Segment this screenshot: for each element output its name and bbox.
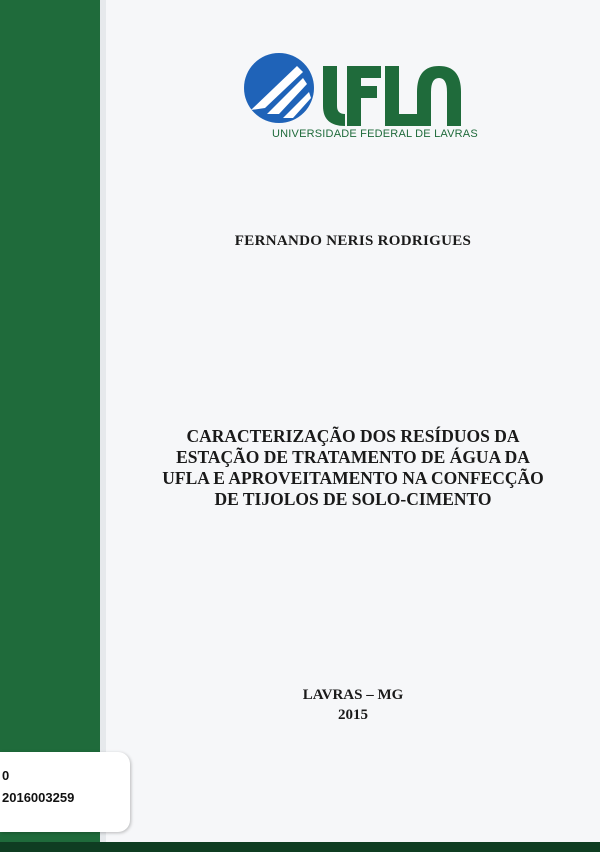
library-label-barcode-number: 2016003259	[2, 790, 75, 805]
green-spine	[0, 0, 100, 852]
logo-subtitle: UNIVERSIDADE FEDERAL DE LAVRAS	[272, 128, 478, 140]
place: LAVRAS – MG	[302, 687, 404, 703]
year: 2015	[338, 707, 368, 723]
title-line: DE TIJOLOS DE SOLO-CIMENTO	[214, 489, 492, 509]
logo-wordmark-text: UFLA	[243, 52, 246, 53]
author-name: FERNANDO NERIS RODRIGUES	[234, 233, 472, 249]
title-line: ESTAÇÃO DE TRATAMENTO DE ÁGUA DA	[176, 447, 530, 467]
title-line: UFLA E APROVEITAMENTO NA CONFECÇÃO	[162, 468, 544, 488]
thesis-title	[120, 426, 586, 510]
place-and-year	[106, 685, 600, 725]
library-label	[0, 752, 130, 832]
library-label-line1: 0	[2, 768, 10, 783]
title-line: CARACTERIZAÇÃO DOS RESÍDUOS DA	[186, 426, 520, 446]
bottom-edge	[0, 842, 600, 852]
logo-wordmark	[323, 66, 461, 126]
